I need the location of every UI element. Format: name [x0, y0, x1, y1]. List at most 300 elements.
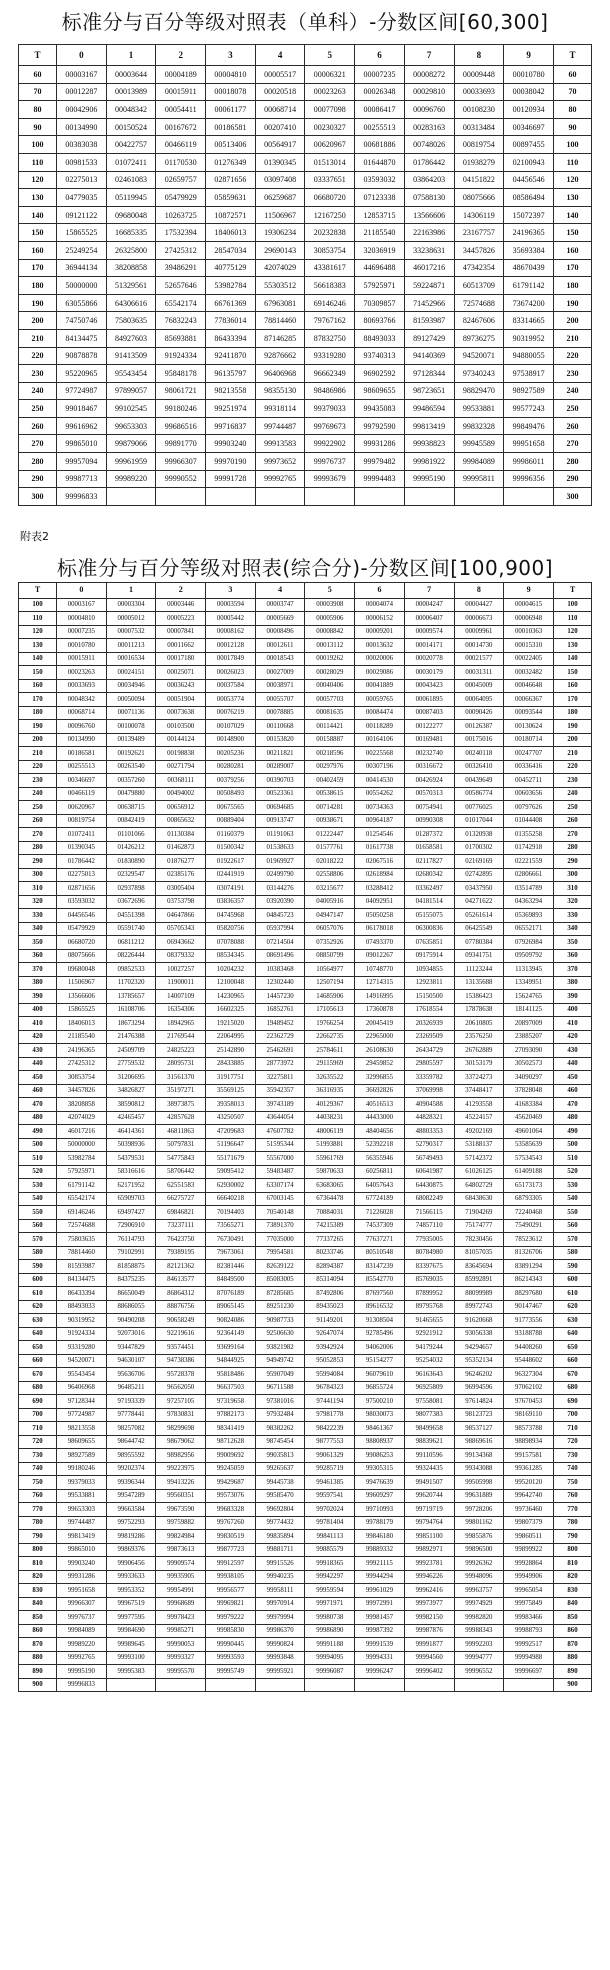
- percentile-cell: 01170530: [156, 153, 206, 171]
- percentile-cell: 87146285: [255, 329, 305, 347]
- percentile-cell: 00797626: [504, 801, 554, 815]
- percentile-cell: 99986370: [255, 1624, 305, 1638]
- table-row: [19, 1597, 592, 1611]
- percentile-cell: 07780384: [454, 936, 504, 950]
- percentile-cell: 78814460: [255, 312, 305, 330]
- percentile-cell: 00012611: [255, 639, 305, 653]
- percentile-cell: 04845723: [255, 909, 305, 923]
- header-cell: 6: [355, 582, 405, 598]
- score-label-cell: 60: [554, 66, 592, 84]
- percentile-cell: 00004189: [156, 66, 206, 84]
- percentile-cell: 00240118: [454, 747, 504, 761]
- percentile-cell: 76832243: [156, 312, 206, 330]
- percentile-cell: 01130384: [156, 828, 206, 842]
- percentile-cell: 68793305: [504, 1192, 554, 1206]
- percentile-cell: 00026023: [206, 666, 256, 680]
- score-label-cell: 460: [19, 1084, 57, 1098]
- percentile-cell: 02461083: [106, 171, 156, 189]
- percentile-cell: 00192621: [106, 747, 156, 761]
- percentile-cell: 00004074: [355, 598, 405, 612]
- score-label-cell: 320: [554, 895, 592, 909]
- percentile-cell: 63307174: [255, 1179, 305, 1193]
- percentile-cell: 40516513: [355, 1098, 405, 1112]
- table2-body: [19, 598, 592, 1692]
- percentile-cell: 86864312: [156, 1287, 206, 1301]
- score-label-cell: 650: [554, 1341, 592, 1355]
- percentile-cell: 44696488: [355, 259, 405, 277]
- percentile-cell: 02871656: [206, 171, 256, 189]
- percentile-cell: 51196647: [206, 1138, 256, 1152]
- percentile-cell: 89736275: [454, 329, 504, 347]
- percentile-cell: 85542770: [355, 1273, 405, 1287]
- percentile-cell: 99995811: [454, 470, 504, 488]
- percentile-cell: 99994483: [355, 470, 405, 488]
- score-label-cell: 820: [19, 1570, 57, 1584]
- percentile-cell: 97128344: [404, 365, 454, 383]
- percentile-cell: 10263725: [156, 206, 206, 224]
- percentile-cell: 99985830: [206, 1624, 256, 1638]
- score-label-cell: 560: [554, 1219, 592, 1233]
- percentile-cell: 83314665: [504, 312, 554, 330]
- percentile-cell: 00011213: [106, 639, 156, 653]
- percentile-cell: 99877723: [206, 1543, 256, 1557]
- percentile-cell: 11313945: [504, 963, 554, 977]
- percentile-cell: 99992765: [255, 470, 305, 488]
- percentile-cell: 00225568: [355, 747, 405, 761]
- table-row: [19, 679, 592, 693]
- percentile-cell: 55567000: [255, 1152, 305, 1166]
- score-label-cell: 740: [554, 1462, 592, 1476]
- percentile-cell: 97882173: [206, 1408, 256, 1422]
- percentile-cell: 82639122: [255, 1260, 305, 1274]
- percentile-cell: 00078885: [255, 706, 305, 720]
- table-row: [19, 612, 592, 626]
- percentile-cell: 47342354: [454, 259, 504, 277]
- header-cell: T: [19, 582, 57, 598]
- percentile-cell: 99202374: [106, 1462, 156, 1476]
- percentile-cell: 74215389: [305, 1219, 355, 1233]
- score-label-cell: 110: [554, 153, 592, 171]
- percentile-cell: 25462691: [255, 1044, 305, 1058]
- percentile-cell: 75490291: [504, 1219, 554, 1233]
- percentile-cell: 51993881: [305, 1138, 355, 1152]
- percentile-cell: 02558806: [305, 868, 355, 882]
- percentile-cell: 11900011: [156, 976, 206, 990]
- percentile-cell: 99653303: [57, 1503, 107, 1517]
- percentile-cell: 99794764: [404, 1516, 454, 1530]
- percentile-cell: 00029810: [404, 83, 454, 101]
- percentile-cell: 05591740: [106, 922, 156, 936]
- percentile-cell: 00439649: [454, 774, 504, 788]
- percentile-cell: 00015911: [156, 83, 206, 101]
- score-label-cell: 520: [554, 1165, 592, 1179]
- percentile-cell: 27425312: [57, 1057, 107, 1071]
- percentile-cell: 11506967: [57, 976, 107, 990]
- percentile-cell: 99702024: [305, 1503, 355, 1517]
- percentile-cell: 00006407: [404, 612, 454, 626]
- percentile-cell: 70194403: [206, 1206, 256, 1220]
- percentile-cell: 99265637: [255, 1462, 305, 1476]
- percentile-cell: 99899922: [504, 1543, 554, 1557]
- percentile-cell: 00620967: [57, 801, 107, 815]
- percentile-cell: 99180246: [156, 400, 206, 418]
- percentile-cell: 99935905: [156, 1570, 206, 1584]
- percentile-cell: 02385176: [156, 868, 206, 882]
- percentile-cell: [454, 1678, 504, 1692]
- percentile-cell: 00004810: [206, 66, 256, 84]
- score-label-cell: 730: [19, 1449, 57, 1463]
- percentile-cell: 90987733: [255, 1314, 305, 1328]
- percentile-cell: 00064095: [454, 693, 504, 707]
- percentile-cell: 99909574: [156, 1557, 206, 1571]
- percentile-cell: 99692804: [255, 1503, 305, 1517]
- score-label-cell: 160: [554, 679, 592, 693]
- percentile-cell: 00180714: [504, 733, 554, 747]
- percentile-cell: 99759882: [156, 1516, 206, 1530]
- score-label-cell: 730: [554, 1449, 592, 1463]
- score-label-cell: 570: [19, 1233, 57, 1247]
- percentile-cell: 08075666: [454, 189, 504, 207]
- percentile-cell: 50398936: [106, 1138, 156, 1152]
- percentile-cell: 07493370: [355, 936, 405, 950]
- percentile-cell: 00316672: [404, 760, 454, 774]
- percentile-cell: 00150524: [106, 118, 156, 136]
- percentile-cell: 99986890: [305, 1624, 355, 1638]
- percentile-cell: 89127429: [404, 329, 454, 347]
- percentile-cell: 00006321: [305, 66, 355, 84]
- percentile-cell: 00014730: [454, 639, 504, 653]
- percentile-cell: 99957094: [57, 453, 107, 471]
- percentile-cell: 04647866: [156, 909, 206, 923]
- score-label-cell: 710: [554, 1422, 592, 1436]
- percentile-cell: 00077098: [305, 101, 355, 119]
- percentile-cell: 97830831: [156, 1408, 206, 1422]
- table-row: [19, 841, 592, 855]
- percentile-cell: 00005669: [255, 612, 305, 626]
- percentile-cell: 65542174: [156, 294, 206, 312]
- percentile-cell: 99683328: [206, 1503, 256, 1517]
- percentile-cell: 99989645: [106, 1638, 156, 1652]
- percentile-cell: 01072411: [106, 153, 156, 171]
- percentile-cell: 06552171: [504, 922, 554, 936]
- score-label-cell: 590: [554, 1260, 592, 1274]
- score-label-cell: 270: [554, 435, 592, 453]
- percentile-cell: 99361285: [504, 1462, 554, 1476]
- table-row: [19, 101, 592, 119]
- percentile-cell: 99995383: [106, 1665, 156, 1679]
- percentile-cell: 02618984: [355, 868, 405, 882]
- score-label-cell: 170: [554, 693, 592, 707]
- percentile-cell: 99993327: [156, 1651, 206, 1665]
- percentile-cell: 35693384: [504, 241, 554, 259]
- score-label-cell: 400: [19, 1003, 57, 1017]
- table-row: [19, 453, 592, 471]
- percentile-cell: 00037584: [206, 679, 256, 693]
- score-label-cell: 800: [19, 1543, 57, 1557]
- percentile-cell: 66761369: [206, 294, 256, 312]
- percentile-cell: 70540148: [255, 1206, 305, 1220]
- percentile-cell: 99994331: [355, 1651, 405, 1665]
- percentile-cell: 00620967: [305, 136, 355, 154]
- score-label-cell: 100: [554, 598, 592, 612]
- percentile-cell: 52657646: [156, 277, 206, 295]
- percentile-cell: 06425549: [454, 922, 504, 936]
- percentile-cell: 89616532: [355, 1300, 405, 1314]
- score-label-cell: 230: [554, 365, 592, 383]
- percentile-cell: 00003167: [57, 66, 107, 84]
- percentile-cell: 96327304: [504, 1368, 554, 1382]
- table-row: [19, 66, 592, 84]
- percentile-cell: 97441194: [305, 1395, 355, 1409]
- table-row: [19, 747, 592, 761]
- table-row: [19, 1422, 592, 1436]
- percentile-cell: 03593032: [57, 895, 107, 909]
- percentile-cell: 20326939: [404, 1017, 454, 1031]
- score-label-cell: 600: [19, 1273, 57, 1287]
- percentile-cell: 00280281: [206, 760, 256, 774]
- percentile-cell: 89795768: [404, 1300, 454, 1314]
- percentile-cell: 99846180: [355, 1530, 405, 1544]
- percentile-cell: 40129367: [305, 1098, 355, 1112]
- percentile-cell: 00357260: [106, 774, 156, 788]
- percentile-cell: 00061177: [206, 101, 256, 119]
- percentile-cell: 83397675: [404, 1260, 454, 1274]
- percentile-cell: 00026348: [355, 83, 405, 101]
- percentile-cell: 05119945: [106, 189, 156, 207]
- percentile-cell: 91413509: [106, 347, 156, 365]
- percentile-cell: 99961959: [106, 453, 156, 471]
- percentile-cell: 04779035: [57, 189, 107, 207]
- percentile-cell: 00008496: [255, 625, 305, 639]
- percentile-cell: 87697560: [355, 1287, 405, 1301]
- percentile-cell: 00714281: [305, 801, 355, 815]
- percentile-cell: 00313484: [454, 118, 504, 136]
- percentile-cell: 00007235: [57, 625, 107, 639]
- percentile-cell: 00508493: [206, 787, 256, 801]
- score-label-cell: 180: [554, 277, 592, 295]
- percentile-cell: 77637271: [355, 1233, 405, 1247]
- percentile-cell: 03005404: [156, 882, 206, 896]
- percentile-cell: 00819754: [57, 814, 107, 828]
- composite-score-table: [18, 582, 592, 1693]
- percentile-cell: 46017216: [404, 259, 454, 277]
- percentile-cell: 90319952: [57, 1314, 107, 1328]
- table-row: [19, 1273, 592, 1287]
- percentile-cell: 99885579: [305, 1543, 355, 1557]
- percentile-cell: 85314094: [305, 1273, 355, 1287]
- percentile-cell: 99728206: [454, 1503, 504, 1517]
- percentile-cell: 41293558: [454, 1098, 504, 1112]
- percentile-cell: 00006948: [504, 612, 554, 626]
- table-row: [19, 1098, 592, 1112]
- percentile-cell: 59095412: [206, 1165, 256, 1179]
- percentile-cell: 99967519: [106, 1597, 156, 1611]
- percentile-cell: 99801162: [454, 1516, 504, 1530]
- table-row: [19, 382, 592, 400]
- percentile-cell: 99879066: [106, 435, 156, 453]
- score-label-cell: 480: [554, 1111, 592, 1125]
- percentile-cell: 99860511: [504, 1530, 554, 1544]
- percentile-cell: 96079610: [355, 1368, 405, 1382]
- percentile-cell: 95154277: [355, 1354, 405, 1368]
- table-row: [19, 666, 592, 680]
- percentile-cell: 99035813: [255, 1449, 305, 1463]
- percentile-cell: 00003594: [206, 598, 256, 612]
- percentile-cell: 99396344: [106, 1476, 156, 1490]
- percentile-cell: 99061329: [305, 1449, 355, 1463]
- percentile-cell: 00326410: [454, 760, 504, 774]
- percentile-cell: 99994560: [404, 1651, 454, 1665]
- percentile-cell: 99986011: [504, 453, 554, 471]
- percentile-cell: 01390345: [255, 153, 305, 171]
- percentile-cell: 01700302: [454, 841, 504, 855]
- percentile-cell: 99379033: [305, 400, 355, 418]
- percentile-cell: 00068714: [255, 101, 305, 119]
- percentile-cell: 98955592: [106, 1449, 156, 1463]
- percentile-cell: 81326706: [504, 1246, 554, 1260]
- percentile-cell: 86650049: [106, 1287, 156, 1301]
- percentile-cell: 84134475: [57, 329, 107, 347]
- percentile-cell: 99520120: [504, 1476, 554, 1490]
- percentile-cell: 99958111: [255, 1584, 305, 1598]
- percentile-cell: [404, 488, 454, 506]
- score-label-cell: 530: [19, 1179, 57, 1193]
- percentile-cell: 41683384: [504, 1098, 554, 1112]
- percentile-cell: 10872571: [206, 206, 256, 224]
- percentile-cell: 99896500: [454, 1543, 504, 1557]
- score-label-cell: 550: [554, 1206, 592, 1220]
- percentile-cell: 01786442: [57, 855, 107, 869]
- table-row: [19, 153, 592, 171]
- percentile-cell: 99940235: [255, 1570, 305, 1584]
- table-row: [19, 1246, 592, 1260]
- percentile-cell: 79767162: [305, 312, 355, 330]
- percentile-cell: 99413226: [156, 1476, 206, 1490]
- header-cell: 0: [57, 45, 107, 66]
- percentile-cell: 00247707: [504, 747, 554, 761]
- percentile-cell: 00025071: [156, 666, 206, 680]
- percentile-cell: 11702320: [106, 976, 156, 990]
- percentile-cell: 00990308: [404, 814, 454, 828]
- percentile-cell: 99609297: [355, 1489, 405, 1503]
- percentile-cell: 57925971: [57, 1165, 107, 1179]
- percentile-cell: 00494002: [156, 787, 206, 801]
- percentile-cell: 69146246: [57, 1206, 107, 1220]
- percentile-cell: 00023263: [305, 83, 355, 101]
- percentile-cell: 00164106: [355, 733, 405, 747]
- percentile-cell: 00015310: [504, 639, 554, 653]
- percentile-cell: 01617738: [355, 841, 405, 855]
- percentile-cell: 72574688: [454, 294, 504, 312]
- score-label-cell: 210: [554, 747, 592, 761]
- percentile-cell: 35197271: [156, 1084, 206, 1098]
- percentile-cell: 21476388: [106, 1030, 156, 1044]
- score-label-cell: 70: [554, 83, 592, 101]
- percentile-cell: 99979222: [206, 1611, 256, 1625]
- percentile-cell: 00523361: [255, 787, 305, 801]
- percentile-cell: 83891294: [504, 1260, 554, 1274]
- percentile-cell: 96485211: [106, 1381, 156, 1395]
- percentile-cell: 99995570: [156, 1665, 206, 1679]
- percentile-cell: 00021577: [454, 652, 504, 666]
- percentile-cell: 00040406: [305, 679, 355, 693]
- percentile-cell: 00017849: [206, 652, 256, 666]
- percentile-cell: 00186581: [57, 747, 107, 761]
- percentile-cell: 29459852: [355, 1057, 405, 1071]
- percentile-cell: 12853715: [355, 206, 405, 224]
- percentile-cell: 44828321: [404, 1111, 454, 1125]
- percentile-cell: 90490208: [106, 1314, 156, 1328]
- percentile-cell: 44433000: [355, 1111, 405, 1125]
- percentile-cell: 79673061: [206, 1246, 256, 1260]
- percentile-cell: 99993848: [255, 1651, 305, 1665]
- score-label-cell: 300: [554, 488, 592, 506]
- percentile-cell: 02499790: [255, 868, 305, 882]
- score-label-cell: 820: [554, 1570, 592, 1584]
- percentile-cell: 00009201: [355, 625, 405, 639]
- percentile-cell: 00981533: [57, 153, 107, 171]
- table-row: [19, 435, 592, 453]
- percentile-cell: 01287372: [404, 828, 454, 842]
- percentile-cell: [106, 488, 156, 506]
- percentile-cell: 99807379: [504, 1516, 554, 1530]
- score-label-cell: 290: [554, 855, 592, 869]
- percentile-cell: 97981778: [305, 1408, 355, 1422]
- percentile-cell: 95543454: [57, 1368, 107, 1382]
- table-row: [19, 224, 592, 242]
- percentile-cell: 78230456: [454, 1233, 504, 1247]
- header-cell: 5: [305, 45, 355, 66]
- percentile-cell: 08850799: [305, 949, 355, 963]
- table-row: [19, 1314, 592, 1328]
- percentile-cell: 00043423: [404, 679, 454, 693]
- score-label-cell: 760: [19, 1489, 57, 1503]
- percentile-cell: 81593987: [57, 1260, 107, 1274]
- percentile-cell: 00032482: [504, 666, 554, 680]
- percentile-cell: 23167757: [454, 224, 504, 242]
- percentile-cell: 76423750: [156, 1233, 206, 1247]
- percentile-cell: 00283163: [404, 118, 454, 136]
- table-row: [19, 1381, 592, 1395]
- percentile-cell: 99959594: [305, 1584, 355, 1598]
- percentile-cell: 26762889: [454, 1044, 504, 1058]
- score-label-cell: 830: [554, 1584, 592, 1598]
- percentile-cell: 00554262: [355, 787, 405, 801]
- header-cell: 3: [206, 45, 256, 66]
- score-label-cell: 750: [554, 1476, 592, 1490]
- percentile-cell: 00897455: [504, 136, 554, 154]
- score-label-cell: 440: [19, 1057, 57, 1071]
- percentile-cell: 99976737: [57, 1611, 107, 1625]
- percentile-cell: 00010780: [57, 639, 107, 653]
- score-label-cell: 210: [19, 747, 57, 761]
- percentile-cell: 02441919: [206, 868, 256, 882]
- score-label-cell: 160: [19, 679, 57, 693]
- percentile-cell: 99881711: [255, 1543, 305, 1557]
- percentile-cell: 61791142: [57, 1179, 107, 1193]
- percentile-cell: 24509709: [106, 1044, 156, 1058]
- score-label-cell: 510: [554, 1152, 592, 1166]
- percentile-cell: 00603656: [504, 787, 554, 801]
- percentile-cell: 02329547: [106, 868, 156, 882]
- percentile-cell: 65542174: [57, 1192, 107, 1206]
- score-label-cell: 340: [554, 922, 592, 936]
- score-label-cell: 610: [19, 1287, 57, 1301]
- percentile-cell: 47209683: [206, 1125, 256, 1139]
- header-cell: 9: [504, 582, 554, 598]
- percentile-cell: 73237111: [156, 1219, 206, 1233]
- percentile-cell: 00426924: [404, 774, 454, 788]
